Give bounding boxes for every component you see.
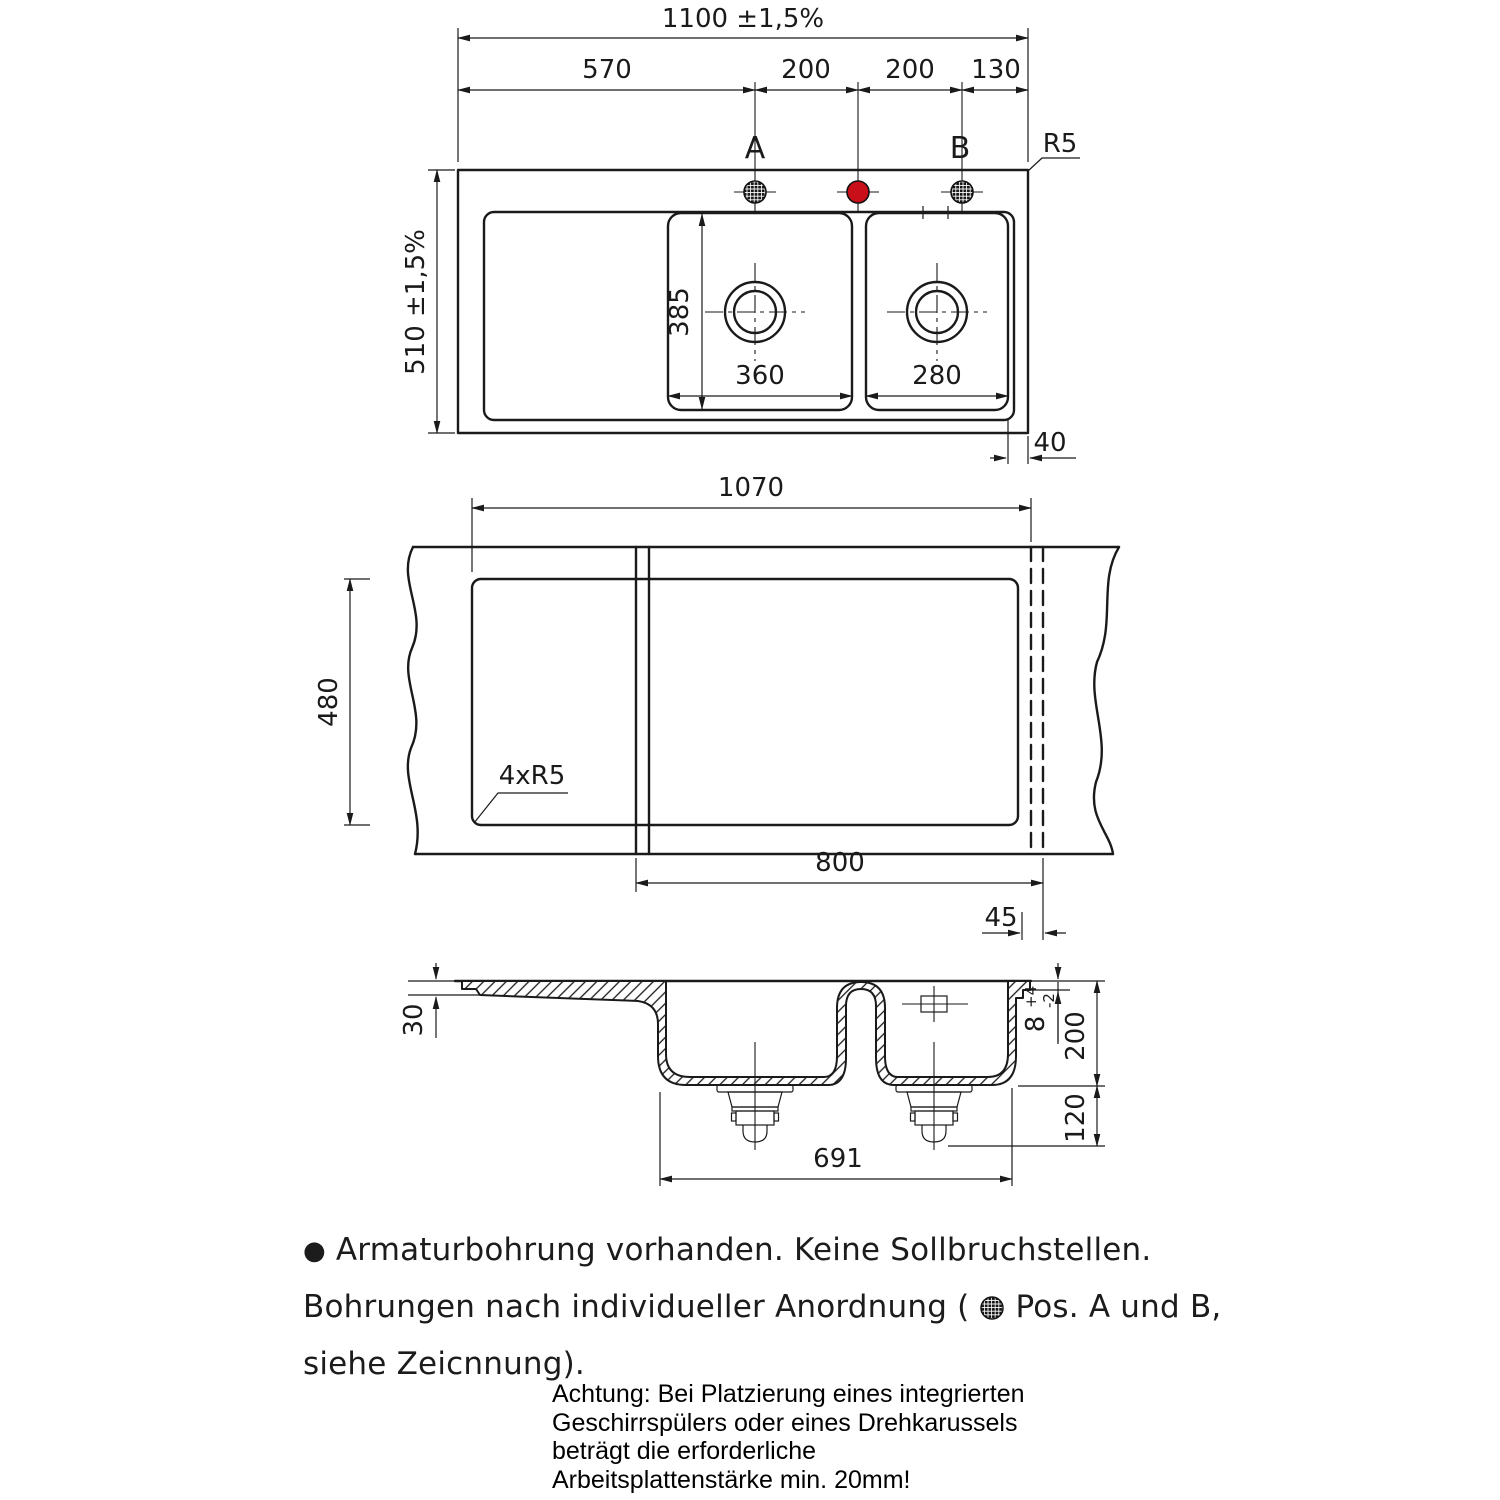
dim-cutout-length-label: 800 [815, 848, 865, 878]
hole-marker-icon [979, 1295, 1005, 1321]
hole-a-label: A [744, 131, 766, 166]
hole-b-label: B [949, 131, 971, 166]
note-line-2 [303, 1279, 1223, 1336]
dim-cutout-depth-label: 480 [314, 677, 344, 727]
warning-line-4: Arbeitsplattenstärke min. 20mm! [552, 1465, 911, 1494]
bullet-icon: ● [303, 1235, 326, 1266]
faucet-hole-b [941, 82, 983, 213]
dim-edge-offset-label: 40 [1033, 428, 1067, 458]
note-text-1: Armaturbohrung vorhanden. Keine Sollbruchstellen. [335, 1232, 1152, 1268]
note-text-3: siehe Zeicnnung). [303, 1346, 585, 1382]
dim-seg-200a: 200 [781, 55, 831, 85]
dim-rim-height-label: 8 [1021, 1015, 1051, 1033]
dim-bowl-depth-label: 385 [665, 287, 695, 337]
section-view [399, 963, 1105, 1186]
break-line-left [408, 547, 418, 854]
dim-rim-tol-plus: +4 [1022, 985, 1040, 1008]
dim-bowl-depth-section-label: 200 [1061, 1011, 1091, 1061]
overflow-symbol [902, 986, 968, 1022]
note-text-2a: Bohrungen nach individueller Anordnung ( [303, 1289, 970, 1325]
dim-sink-length-label: 1070 [717, 473, 785, 503]
dim-rim-tol-minus: -2 [1040, 993, 1058, 1008]
plan-view [401, 4, 1080, 464]
corner-radius-label: R5 [1042, 129, 1078, 159]
note-text-2b: Pos. A und B, [1015, 1289, 1222, 1325]
faucet-hole-a [734, 82, 776, 213]
note-line-1 [303, 1222, 1223, 1279]
dim-under-depth-label: 120 [1061, 1093, 1091, 1143]
drain2-plan [887, 263, 987, 361]
dim-seg-570: 570 [582, 55, 632, 85]
dim-overall-depth-label: 510 ±1,5% [401, 229, 431, 375]
warning-line-3: beträgt die erforderliche [552, 1437, 817, 1465]
warning-line-1: Achtung: Bei Platzierung eines integrierten [552, 1380, 1025, 1408]
dim-drain-span-label: 691 [813, 1144, 863, 1174]
dim-offset-label: 45 [984, 903, 1018, 933]
break-line-right [1094, 547, 1119, 854]
warning-block [552, 1380, 1112, 1494]
cutout-view [314, 473, 1119, 940]
dim-seg-200b: 200 [885, 55, 935, 85]
notes-block [303, 1222, 1223, 1393]
drain1-plan [705, 263, 805, 361]
warning-line-2: Geschirrspülers oder eines Drehkarussels [552, 1408, 1018, 1437]
faucet-hole-optional [837, 82, 879, 213]
dim-drainer-drop-label: 30 [399, 1003, 429, 1037]
dim-seg-130: 130 [971, 55, 1021, 85]
dim-overall-width-label: 1100 ±1,5% [661, 4, 825, 34]
dim-bowl2-width-label: 280 [912, 361, 962, 391]
dim-rim-height-group [1021, 982, 1058, 1042]
dim-bowl1-width-label: 360 [735, 361, 785, 391]
corner-note-label: 4xR5 [498, 761, 566, 791]
